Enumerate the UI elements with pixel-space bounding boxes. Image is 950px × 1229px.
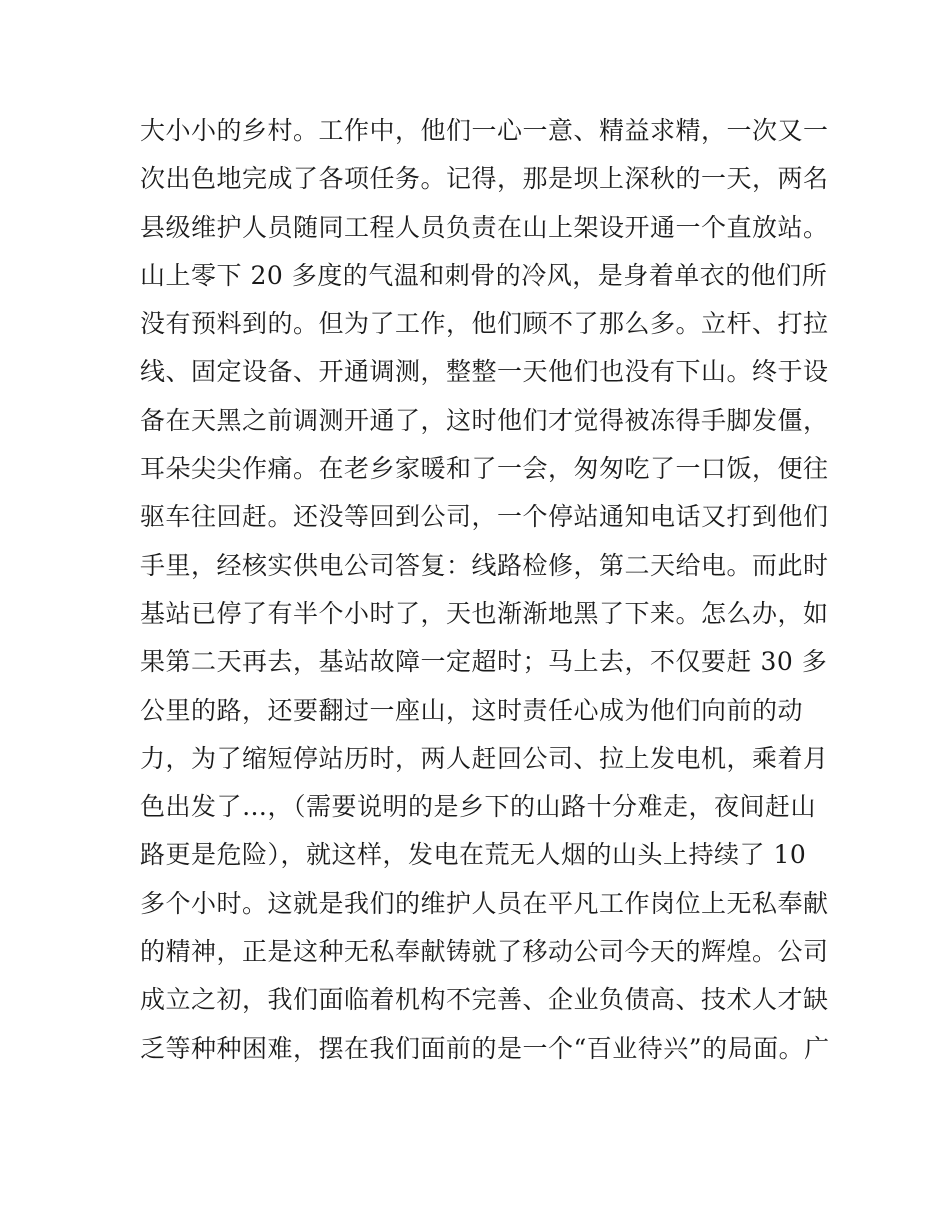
text-line: 耳朵尖尖作痛。在老乡家暖和了一会，匆匆吃了一口饭，便往: [140, 454, 829, 484]
text-line: 次出色地完成了各项任务。记得，那是坝上深秋的一天，两名: [140, 164, 829, 194]
text-line: 线、固定设备、开通调测，整整一天他们也没有下山。终于设: [140, 357, 829, 387]
text-line: 多个小时。这就是我们的维护人员在平凡工作岗位上无私奉献: [140, 888, 829, 918]
body-paragraph: [140, 107, 830, 1073]
text-line: 路更是危险），就这样，发电在荒无人烟的山头上持续了 10: [140, 840, 807, 870]
text-line: 手里，经核实供电公司答复：线路检修，第二天给电。而此时: [140, 550, 829, 580]
text-line: 基站已停了有半个小时了，天也渐渐地黑了下来。怎么办，如: [140, 598, 829, 628]
text-line: 乏等种种困难，摆在我们面前的是一个“百业待兴”的局面。广: [140, 1033, 830, 1063]
text-line: 成立之初，我们面临着机构不完善、企业负债高、技术人才缺: [140, 985, 829, 1015]
text-line: 果第二天再去，基站故障一定超时；马上去，不仅要赶 30 多: [140, 647, 828, 677]
text-line: 力，为了缩短停站历时，两人赶回公司、拉上发电机，乘着月: [140, 743, 829, 773]
text-line: 色出发了…，（需要说明的是乡下的山路十分难走，夜间赶山: [140, 792, 817, 822]
text-line: 山上零下 20 多度的气温和刺骨的冷风，是身着单衣的他们所: [140, 260, 828, 290]
text-line: 县级维护人员随同工程人员负责在山上架设开通一个直放站。: [140, 212, 829, 242]
text-line: 没有预料到的。但为了工作，他们顾不了那么多。立杆、打拉: [140, 309, 829, 339]
text-line: 大小小的乡村。工作中，他们一心一意、精益求精，一次又一: [140, 116, 829, 145]
text-line: 驱车往回赶。还没等回到公司，一个停站通知电话又打到他们: [140, 502, 829, 532]
text-line: 公里的路，还要翻过一座山，这时责任心成为他们向前的动: [140, 695, 804, 725]
text-line: 备在天黑之前调测开通了，这时他们才觉得被冻得手脚发僵，: [140, 405, 829, 435]
text-line: 的精神，正是这种无私奉献铸就了移动公司今天的辉煌。公司: [140, 937, 829, 967]
